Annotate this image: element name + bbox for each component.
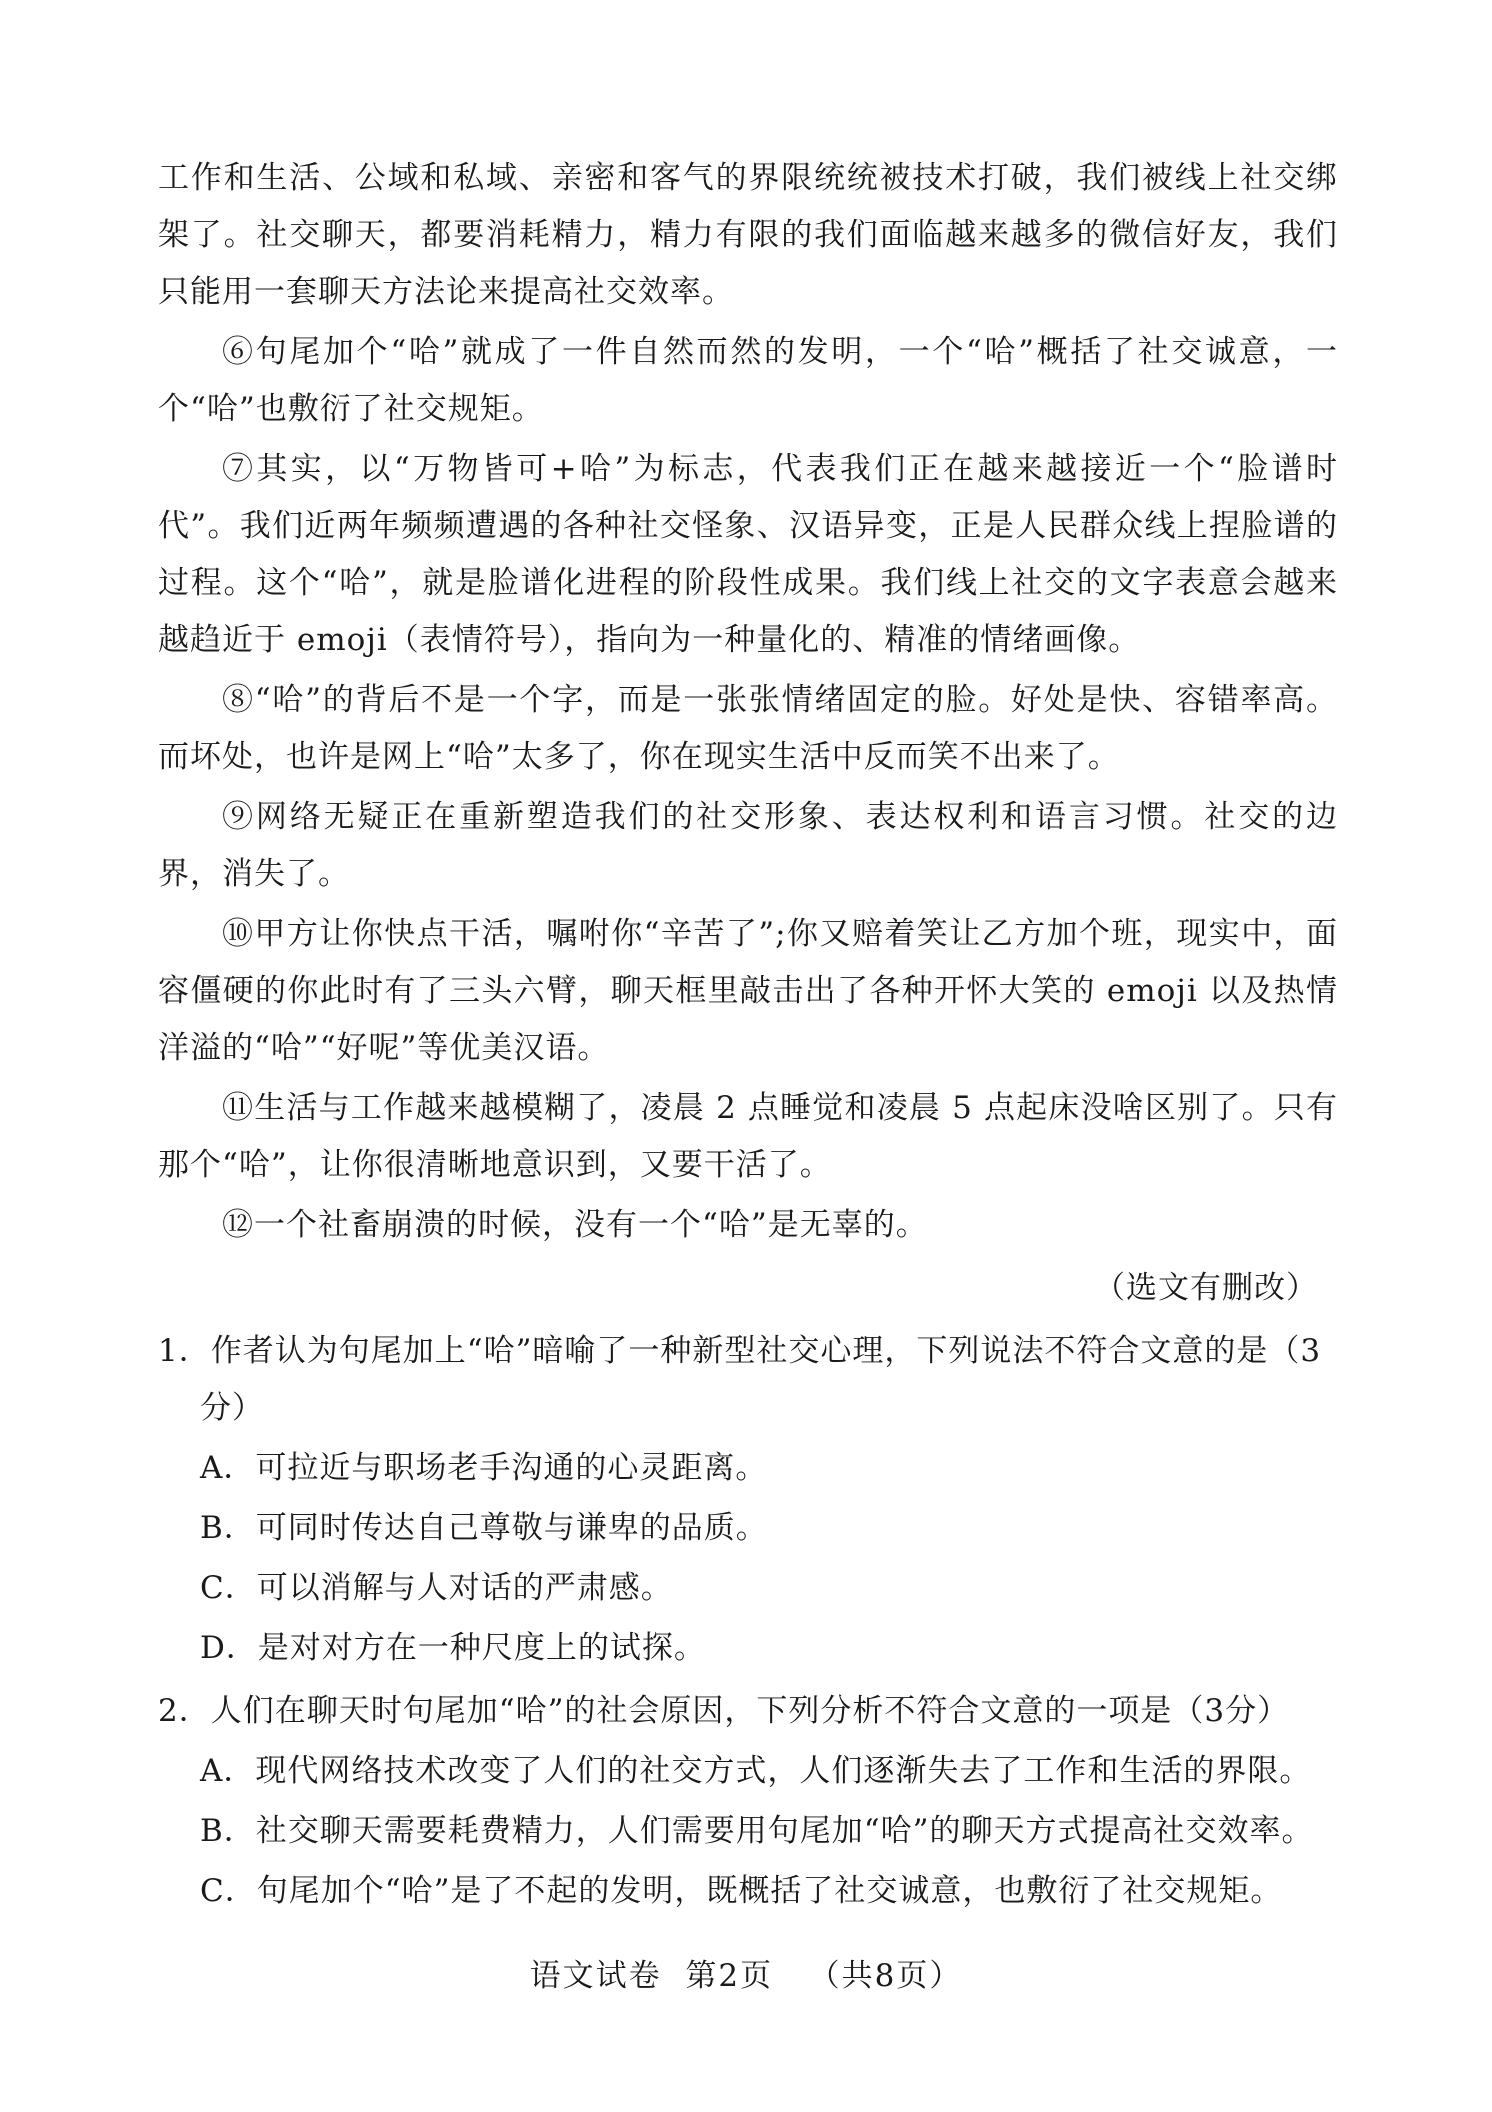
paragraph-10: ⑩甲方让你快点干活，嘱咐你“辛苦了”;你又赔着笑让乙方加个班，现实中，面容僵硬的你此时有了三头六臂，聊天框里敲击出了各种开怀大笑的 emoji 以及热情洋溢的“哈”“好呢”等优美汉语。 [158, 916, 1338, 1066]
paragraph-12: ⑫一个社畜崩溃的时候，没有一个“哈”是无辜的。 [222, 1207, 928, 1243]
question-2-option-a: A．现代网络技术改变了人们的社交方式，人们逐渐失去了工作和生活的界限。 [200, 1753, 1312, 1789]
question-1-option-c: C．可以消解与人对话的严肃感。 [200, 1570, 673, 1606]
paragraph-9: ⑨网络无疑正在重新塑造我们的社交形象、表达权利和语言习惯。社交的边界，消失了。 [158, 799, 1338, 892]
question-1-option-b: B．可同时传达自己尊敬与谦卑的品质。 [200, 1510, 768, 1546]
question-1-option-d: D．是对对方在一种尺度上的试探。 [200, 1630, 706, 1666]
paragraph-8: ⑧“哈”的背后不是一个字，而是一张张情绪固定的脸。好处是快、容错率高。而坏处，也许是网上“哈”太多了，你在现实生活中反而笑不出来了。 [158, 682, 1338, 775]
page-footer: 语文试卷 第2页 （共8页） [529, 1958, 963, 1994]
paragraph-5-continued: 工作和生活、公域和私域、亲密和客气的界限统统被技术打破，我们被线上社交绑架了。社交聊天，都要消耗精力，精力有限的我们面临越来越多的微信好友，我们只能用一套聊天方法论来提高社交效率。 [158, 160, 1338, 310]
question-1-option-a: A．可拉近与职场老手沟通的心灵距离。 [200, 1450, 768, 1486]
paragraph-6: ⑥句尾加个“哈”就成了一件自然而然的发明，一个“哈”概括了社交诚意，一个“哈”也敷衍了社交规矩。 [158, 334, 1338, 427]
question-2-option-c: C．句尾加个“哈”是了不起的发明，既概括了社交诚意，也敷衍了社交规矩。 [200, 1873, 1283, 1909]
paragraph-7: ⑦其实，以“万物皆可+哈”为标志，代表我们正在越来越接近一个“脸谱时代”。我们近两年频频遭遇的各种社交怪象、汉语异变，正是人民群众线上捏脸谱的过程。这个“哈”，就是脸谱化进程的阶段性成果。我们线上社交的文字表意会越来越趋近于 emoji（表情符号），指向为一种量化的、精准的情绪画像。 [158, 451, 1338, 658]
question-1-stem: 1．作者认为句尾加上“哈”暗喻了一种新型社交心理，下列说法不符合文意的是（3分） [158, 1333, 1322, 1426]
question-2 [158, 1683, 1338, 1920]
paragraph-11: ⑪生活与工作越来越模糊了，凌晨 2 点睡觉和凌晨 5 点起床没啥区别了。只有那个“哈”，让你很清晰地意识到，又要干活了。 [158, 1090, 1338, 1183]
page-content [158, 150, 1338, 1923]
source-note: （选文有删改） [1094, 1270, 1318, 1306]
question-2-stem: 2．人们在聊天时句尾加“哈”的社会原因，下列分析不符合文意的一项是（3分） [158, 1693, 1290, 1729]
question-1 [158, 1323, 1338, 1677]
question-2-option-b: B．社交聊天需要耗费精力，人们需要用句尾加“哈”的聊天方式提高社交效率。 [200, 1813, 1314, 1849]
